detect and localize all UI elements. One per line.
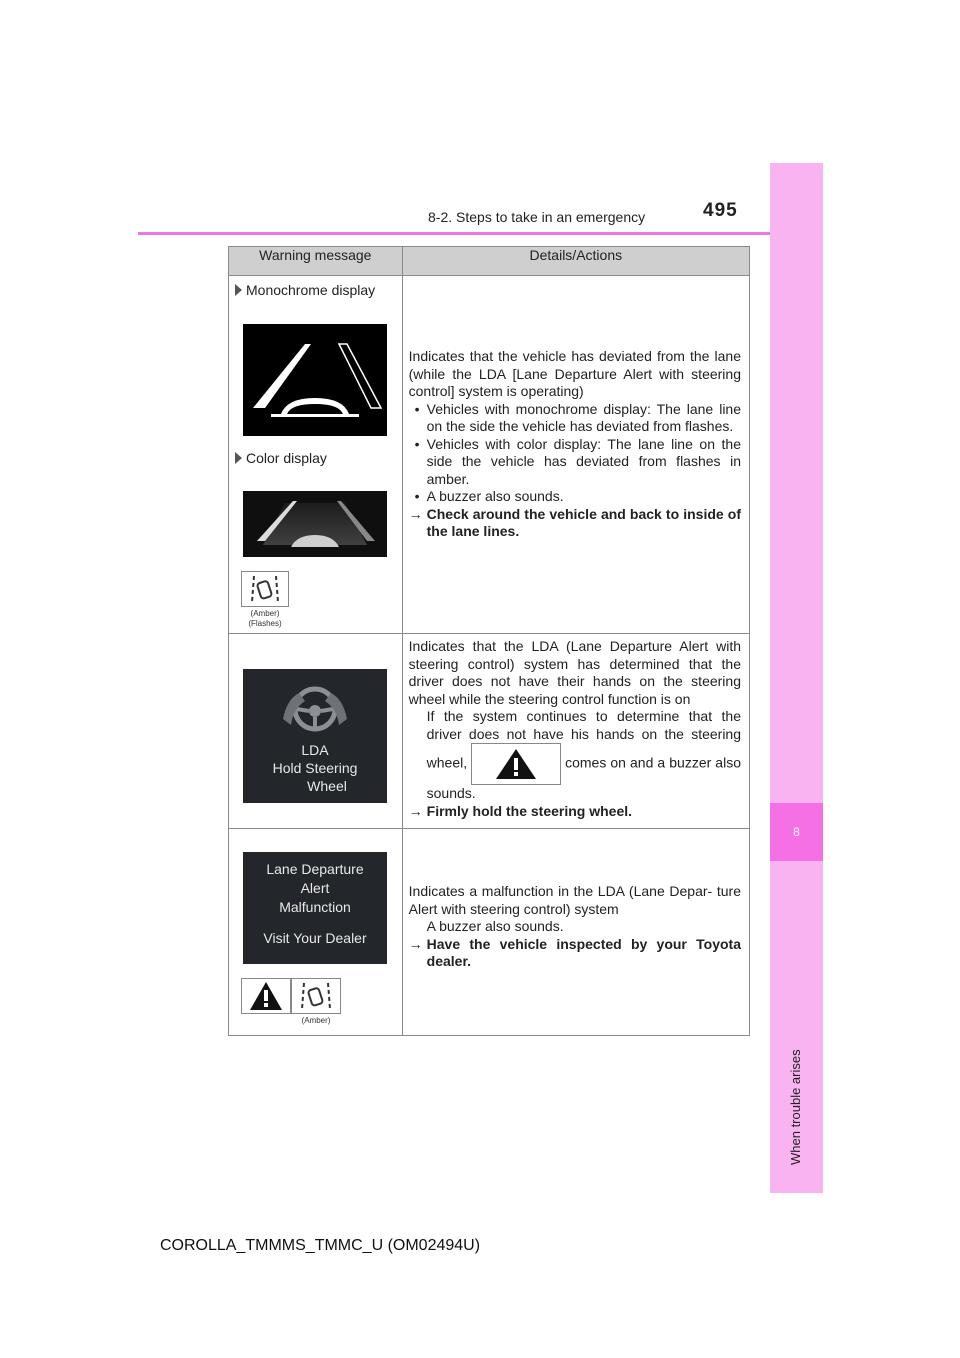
chapter-sidebar [770, 163, 823, 1193]
icon-caption-amber: (Amber) [301, 1016, 331, 1025]
screen-line-lda: LDA [301, 742, 329, 758]
details-cell [402, 634, 749, 829]
lane-departure-mono-screen [243, 324, 387, 436]
row1-intro: Indicates that the vehicle has deviated from the lane (while the LDA [Lane Departure Alert with steering control] system is operating) [408, 348, 741, 399]
footer-code: COROLLA_TMMMS_TMMC_U (OM02494U) [160, 1237, 481, 1254]
screen-line-hold: Hold Steering [272, 760, 358, 776]
lda-malfunction-screen [243, 852, 387, 964]
table-header-row [229, 247, 750, 276]
details-cell [402, 276, 749, 634]
lda-lane-icon [291, 978, 341, 1014]
lda-lane-icon [241, 571, 289, 607]
table-row [229, 276, 750, 634]
warning-cell [229, 276, 403, 634]
row2-detail: If the system continues to determine that the driver does not have his hands on the steering wheel, comes on and a buzzer also sounds. [426, 708, 741, 801]
master-warning-icon [241, 978, 291, 1014]
warning-cell [229, 634, 403, 829]
list-item: • Vehicles with monochrome display: The lane line on the side the vehicle has deviated from flashes. [414, 400, 741, 434]
warning-cell [229, 829, 403, 1036]
list-item: • Vehicles with color display: The lane line on the side the vehicle has deviated from flashes in amber. [414, 435, 741, 487]
page-number: 495 [703, 200, 738, 221]
screen-line-alert: Alert [300, 880, 330, 896]
chapter-number: 8 [770, 803, 823, 861]
header-rule [138, 232, 823, 235]
hold-steering-screen [243, 669, 387, 803]
row3-action: → Have the vehicle inspected by your Toyota dealer. [408, 935, 741, 969]
col-header-warning: Warning message [229, 247, 403, 276]
col-header-details: Details/Actions [402, 247, 749, 276]
section-title: 8-2. Steps to take in an emergency [428, 209, 646, 225]
triangle-bullet-icon [235, 284, 242, 296]
row3-detail: A buzzer also sounds. [426, 918, 564, 934]
icon-caption-flashes: (Flashes) [248, 619, 282, 628]
steering-wheel-hands-icon [275, 679, 355, 741]
master-warning-icon [471, 743, 561, 785]
screen-line-visit-dealer: Visit Your Dealer [263, 930, 367, 946]
screen-line-lane-departure: Lane Departure [266, 861, 364, 877]
table-row [229, 829, 750, 1036]
lane-departure-color-screen [243, 491, 387, 557]
screen-line-wheel: Wheel [307, 778, 347, 794]
row2-action: → Firmly hold the steering wheel. [408, 802, 633, 819]
row2-intro: Indicates that the LDA (Lane Departure Alert with steering control) system has determined that the driver does not have their hands on the steering wheel while the steering control function is on [408, 638, 741, 707]
screen-line-malfunction: Malfunction [279, 899, 351, 915]
chapter-title: When trouble arises [788, 1049, 803, 1165]
list-item: • A buzzer also sounds. [414, 488, 564, 504]
color-label: Color display [235, 450, 327, 466]
table-row [229, 634, 750, 829]
row1-action: → Check around the vehicle and back to inside of the lane lines. [408, 505, 741, 539]
icon-caption-amber: (Amber) [250, 609, 280, 618]
details-cell [402, 829, 749, 1036]
monochrome-label: Monochrome display [235, 282, 375, 298]
warning-table [228, 246, 750, 1036]
row3-intro: Indicates a malfunction in the LDA (Lane Depar- ture Alert with steering control) system [408, 883, 741, 917]
triangle-bullet-icon [235, 452, 242, 464]
